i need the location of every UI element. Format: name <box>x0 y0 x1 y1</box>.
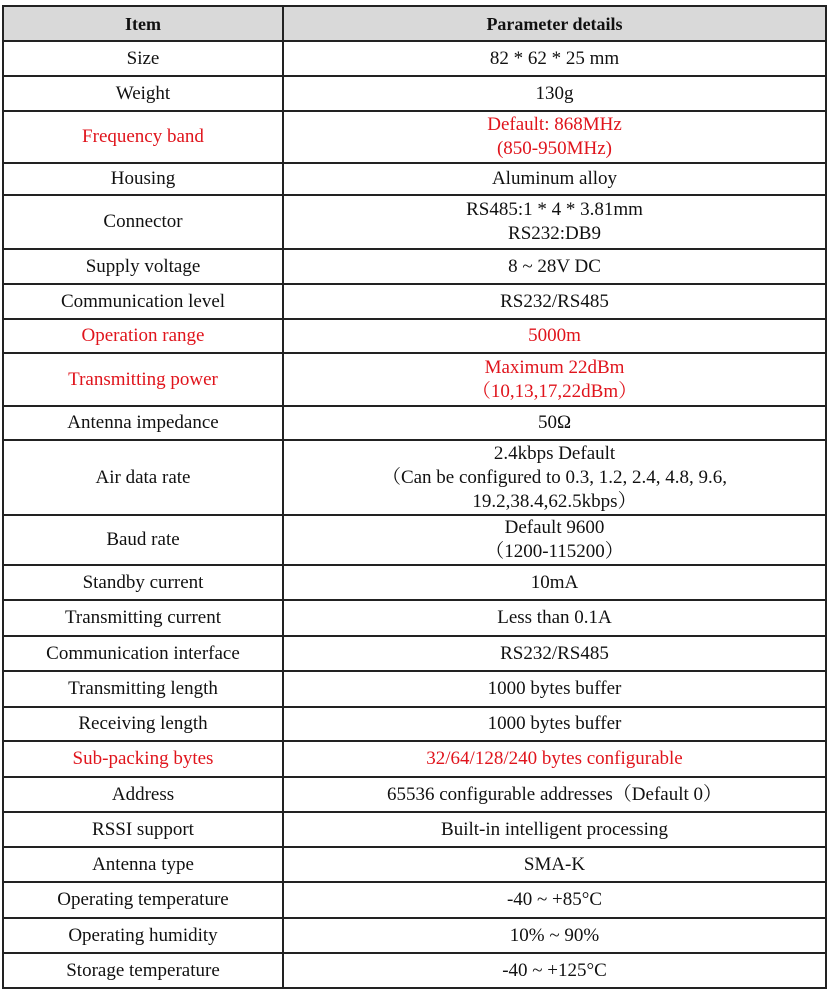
item-cell: Transmitting length <box>3 671 283 707</box>
parameter-line: 65536 configurable addresses（Default 0） <box>386 783 723 805</box>
table-row <box>3 41 826 76</box>
parameter-cell <box>283 600 826 636</box>
parameter-line: RS232/RS485 <box>500 290 609 312</box>
parameter-cell <box>283 953 826 988</box>
parameter-cell <box>283 812 826 847</box>
parameter-line: Default 9600 <box>504 517 605 538</box>
parameter-line: （Can be configured to 0.3, 1.2, 2.4, 4.8, 9.6, <box>381 466 728 488</box>
header-item: Item <box>3 6 283 41</box>
header-parameter-details: Parameter details <box>283 6 826 41</box>
parameter-line: Built-in intelligent processing <box>441 818 668 840</box>
parameter-line: -40 ~ +85°C <box>506 889 603 910</box>
item-cell: Weight <box>3 76 283 111</box>
table-row <box>3 440 826 515</box>
table-row <box>3 847 826 882</box>
item-cell: Transmitting current <box>3 600 283 636</box>
item-cell: Address <box>3 777 283 812</box>
item-cell: Communication level <box>3 284 283 319</box>
parameter-cell <box>283 847 826 882</box>
parameter-line: RS232/RS485 <box>500 642 609 664</box>
parameter-cell <box>283 671 826 707</box>
parameter-cell <box>283 741 826 777</box>
parameter-cell <box>283 440 826 515</box>
item-cell: Receiving length <box>3 707 283 741</box>
parameter-cell <box>283 319 826 353</box>
item-cell: Connector <box>3 195 283 249</box>
parameter-cell <box>283 41 826 76</box>
parameter-cell <box>283 918 826 953</box>
table-row <box>3 812 826 847</box>
parameter-line: 2.4kbps Default <box>493 442 616 464</box>
parameter-line: (850-950MHz) <box>496 138 613 159</box>
table-row <box>3 636 826 671</box>
parameter-cell <box>283 777 826 812</box>
item-cell: Communication interface <box>3 636 283 671</box>
parameter-line: 32/64/128/240 bytes configurable <box>426 748 683 769</box>
table-row <box>3 600 826 636</box>
table-row <box>3 284 826 319</box>
parameter-cell <box>283 882 826 918</box>
item-cell: Size <box>3 41 283 76</box>
table-row <box>3 777 826 812</box>
parameter-cell <box>283 406 826 440</box>
table-row <box>3 953 826 988</box>
item-cell: Antenna type <box>3 847 283 882</box>
item-cell: Baud rate <box>3 515 283 565</box>
table-row <box>3 195 826 249</box>
table-row <box>3 76 826 111</box>
parameter-cell <box>283 195 826 249</box>
parameter-line: RS232:DB9 <box>508 223 601 244</box>
table-row <box>3 406 826 440</box>
table-row <box>3 111 826 163</box>
parameter-table <box>2 5 827 989</box>
item-cell: Supply voltage <box>3 249 283 284</box>
parameter-line: Default: 868MHz <box>487 114 622 135</box>
item-cell: Operating humidity <box>3 918 283 953</box>
item-cell: Operating temperature <box>3 882 283 918</box>
parameter-line: 1000 bytes buffer <box>487 713 622 734</box>
parameter-line: （1200-115200） <box>485 541 624 562</box>
parameter-line: Less than 0.1A <box>497 607 612 628</box>
item-cell: Transmitting power <box>3 353 283 406</box>
parameter-cell <box>283 163 826 195</box>
parameter-line: 1000 bytes buffer <box>487 678 622 699</box>
table-row <box>3 918 826 953</box>
table-row <box>3 353 826 406</box>
table-row <box>3 249 826 284</box>
parameter-line: 82 * 62 * 25 mm <box>489 47 620 69</box>
parameter-cell <box>283 636 826 671</box>
parameter-line: Maximum 22dBm <box>484 356 625 378</box>
item-cell: Air data rate <box>3 440 283 515</box>
table-header-row <box>3 6 826 41</box>
parameter-cell <box>283 249 826 284</box>
table-row <box>3 882 826 918</box>
table-row <box>3 741 826 777</box>
parameter-line: 50Ω <box>537 412 572 433</box>
parameter-line: SMA-K <box>523 853 586 875</box>
parameter-line: 10% ~ 90% <box>509 924 600 946</box>
parameter-line: 5000m <box>528 325 581 346</box>
item-cell: Standby current <box>3 565 283 600</box>
parameter-line: Aluminum alloy <box>491 168 618 189</box>
table-row <box>3 163 826 195</box>
parameter-line: RS485:1 * 4 * 3.81mm <box>466 199 643 220</box>
table-row <box>3 515 826 565</box>
parameter-line: 8 ~ 28V DC <box>508 255 601 277</box>
item-cell: Housing <box>3 163 283 195</box>
parameter-cell <box>283 565 826 600</box>
parameter-cell <box>283 284 826 319</box>
parameter-line: 10mA <box>530 571 579 593</box>
item-cell: Antenna impedance <box>3 406 283 440</box>
parameter-cell <box>283 111 826 163</box>
parameter-cell <box>283 707 826 741</box>
parameter-cell <box>283 515 826 565</box>
item-cell: Sub-packing bytes <box>3 741 283 777</box>
parameter-cell <box>283 76 826 111</box>
parameter-cell <box>283 353 826 406</box>
parameter-line: 19.2,38.4,62.5kbps） <box>472 490 637 512</box>
item-cell: Frequency band <box>3 111 283 163</box>
table-row <box>3 565 826 600</box>
parameter-line: （10,13,17,22dBm） <box>471 380 638 402</box>
table-body <box>3 41 826 988</box>
item-cell: Operation range <box>3 319 283 353</box>
item-cell: Storage temperature <box>3 953 283 988</box>
parameter-line: 130g <box>535 82 574 104</box>
table-row <box>3 707 826 741</box>
table-row <box>3 671 826 707</box>
table-row <box>3 319 826 353</box>
parameter-line: -40 ~ +125°C <box>502 959 607 981</box>
item-cell: RSSI support <box>3 812 283 847</box>
